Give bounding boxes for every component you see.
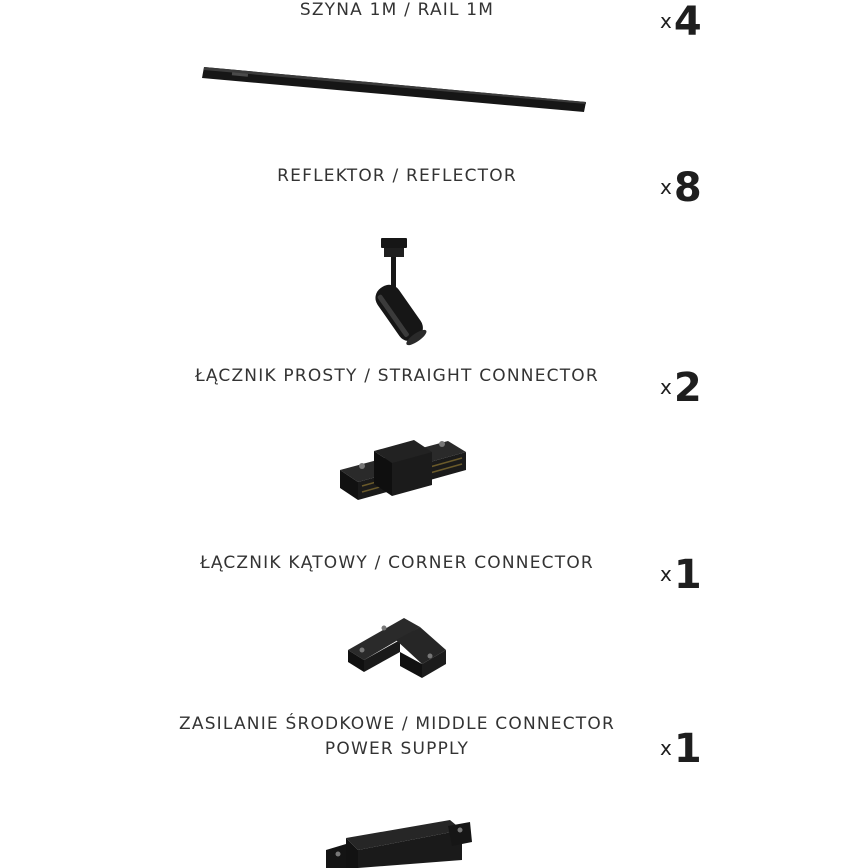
corner-connector-label: ŁĄCZNIK KĄTOWY / CORNER CONNECTOR — [200, 553, 594, 573]
middle-connector-label-line2: POWER SUPPLY — [324, 739, 470, 759]
quantity-value: 1 — [673, 552, 702, 598]
quantity-multiplier: x — [660, 562, 672, 586]
corner-connector-quantity — [660, 553, 740, 597]
straight-connector-quantity — [660, 366, 740, 410]
reflector-label: REFLEKTOR / REFLECTOR — [277, 166, 517, 186]
quantity-value: 8 — [673, 165, 702, 211]
quantity-multiplier: x — [660, 175, 672, 199]
middle-connector-label: ZASILANIE ŚRODKOWE / MIDDLE CONNECTOR — [179, 714, 615, 734]
quantity-value: 1 — [673, 726, 702, 772]
rail-quantity — [660, 0, 740, 44]
middle-connector-quantity — [660, 727, 740, 771]
quantity-multiplier: x — [660, 9, 672, 33]
reflector-quantity — [660, 166, 740, 210]
quantity-value: 4 — [673, 0, 702, 45]
quantity-multiplier: x — [660, 736, 672, 760]
straight-connector-label: ŁĄCZNIK PROSTY / STRAIGHT CONNECTOR — [195, 366, 599, 386]
quantity-multiplier: x — [660, 375, 672, 399]
rail-label: SZYNA 1M / RAIL 1M — [299, 0, 495, 20]
quantity-value: 2 — [673, 365, 702, 411]
